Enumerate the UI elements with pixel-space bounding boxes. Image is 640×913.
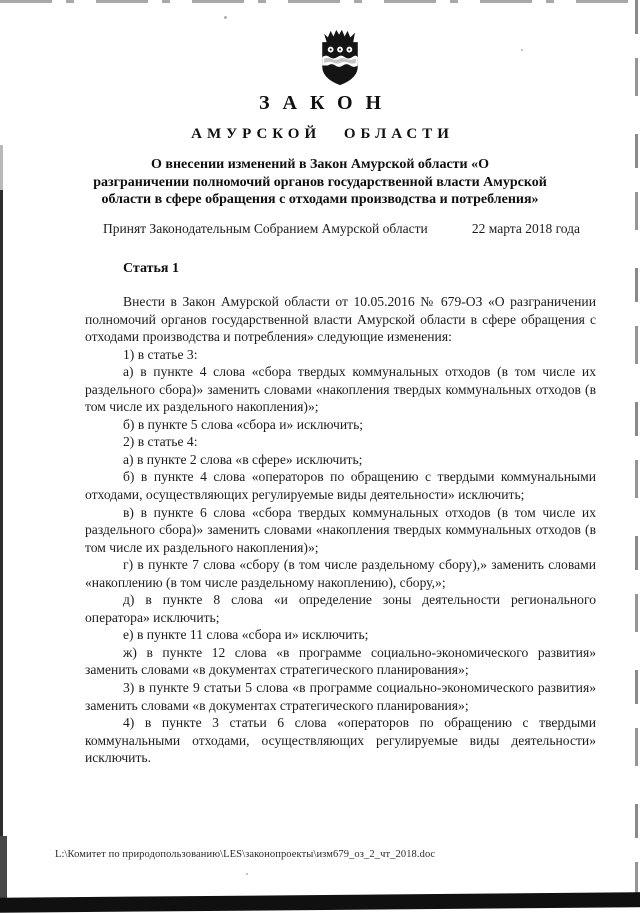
paragraph: 2) в статье 4: xyxy=(123,434,198,450)
document-kind-title: ЗАКОН xyxy=(258,92,395,114)
scan-speck xyxy=(224,16,227,19)
amur-coat-of-arms-icon xyxy=(317,29,363,87)
adoption-row xyxy=(103,221,580,237)
paragraph: а) в пункте 2 слова «в сфере» исключить; xyxy=(123,451,363,467)
paragraph: 4) в пункте 3 статьи 6 слова «операторов по обращению с твердыми коммунальными отходами, осуществляющих регулируемые виды деятельности» исключить. xyxy=(85,715,596,766)
scan-speck xyxy=(521,49,523,51)
adoption-date: 22 марта 2018 года xyxy=(471,221,580,236)
scan-speck xyxy=(246,873,248,875)
region-title: АМУРСКОЙ ОБЛАСТИ xyxy=(191,126,454,142)
adopted-by-text: Принят Законодательным Собранием Амурской области xyxy=(103,221,428,236)
document-file-path: L:\Комитет по природопользованию\LES\законопроекты\изм679_оз_2_чт_2018.doc xyxy=(55,849,436,860)
article-heading: Статья 1 xyxy=(123,261,179,276)
paragraph: ж) в пункте 12 слова «в программе социально-экономического развития» заменить словами «в документах стратегического планирования»; xyxy=(85,644,596,678)
scan-edge-left xyxy=(0,145,3,905)
paragraph: в) в пункте 6 слова «сбора твердых коммунальных отходов (в том числе их раздельного сбора)» заменить словами «накопления твердых коммунальных отходов (в том числе их раздельного накопления)»; xyxy=(85,504,596,555)
scan-edge-left-bar xyxy=(0,836,7,898)
paragraph: б) в пункте 5 слова «сбора и» исключить; xyxy=(123,416,364,432)
paragraph: е) в пункте 11 слова «сбора и» исключить; xyxy=(123,627,369,643)
paragraph: д) в пункте 8 слова «и определение зоны деятельности регионального оператора» исключить; xyxy=(85,592,596,625)
scan-edge-bottom xyxy=(0,892,640,913)
paragraph: Внести в Закон Амурской области от 10.05.2016 № 679-ОЗ «О разграничении полномочий органов государственной власти Амурской области в сфере обращения с отходами производства и потребления» следующие изменения: xyxy=(85,294,596,345)
paragraph: 3) в пункте 9 статьи 5 слова «в программе социально-экономического развития» заменить словами «в документах стратегического планирования»; xyxy=(85,680,596,713)
document-title-line: разграничении полномочий органов государственной власти Амурской xyxy=(93,174,547,190)
scan-edge-top xyxy=(0,0,640,3)
document-title xyxy=(50,156,590,209)
document-title-line: О внесении изменений в Закон Амурской области «О xyxy=(151,157,489,172)
paragraph: а) в пункте 4 слова «сбора твердых коммунальных отходов (в том числе их раздельного сбора)» заменить словами «накопления твердых коммунальных отходов (в том числе их раздельного накопления)»; xyxy=(85,364,596,415)
paragraph: 1) в статье 3: xyxy=(123,346,198,362)
document-title-line: области в сфере обращения с отходами производства и потребления» xyxy=(101,192,539,208)
article-body xyxy=(85,293,596,767)
paragraph: б) в пункте 4 слова «операторов по обращению с твердыми коммунальными отходами, осуществляющих регулируемые виды деятельности» исключить; xyxy=(85,469,596,503)
paragraph: г) в пункте 7 слова «сбору (в том числе раздельному сбору),» заменить словами «накоплению (в том числе раздельному накоплению), сбору,»; xyxy=(85,557,596,590)
